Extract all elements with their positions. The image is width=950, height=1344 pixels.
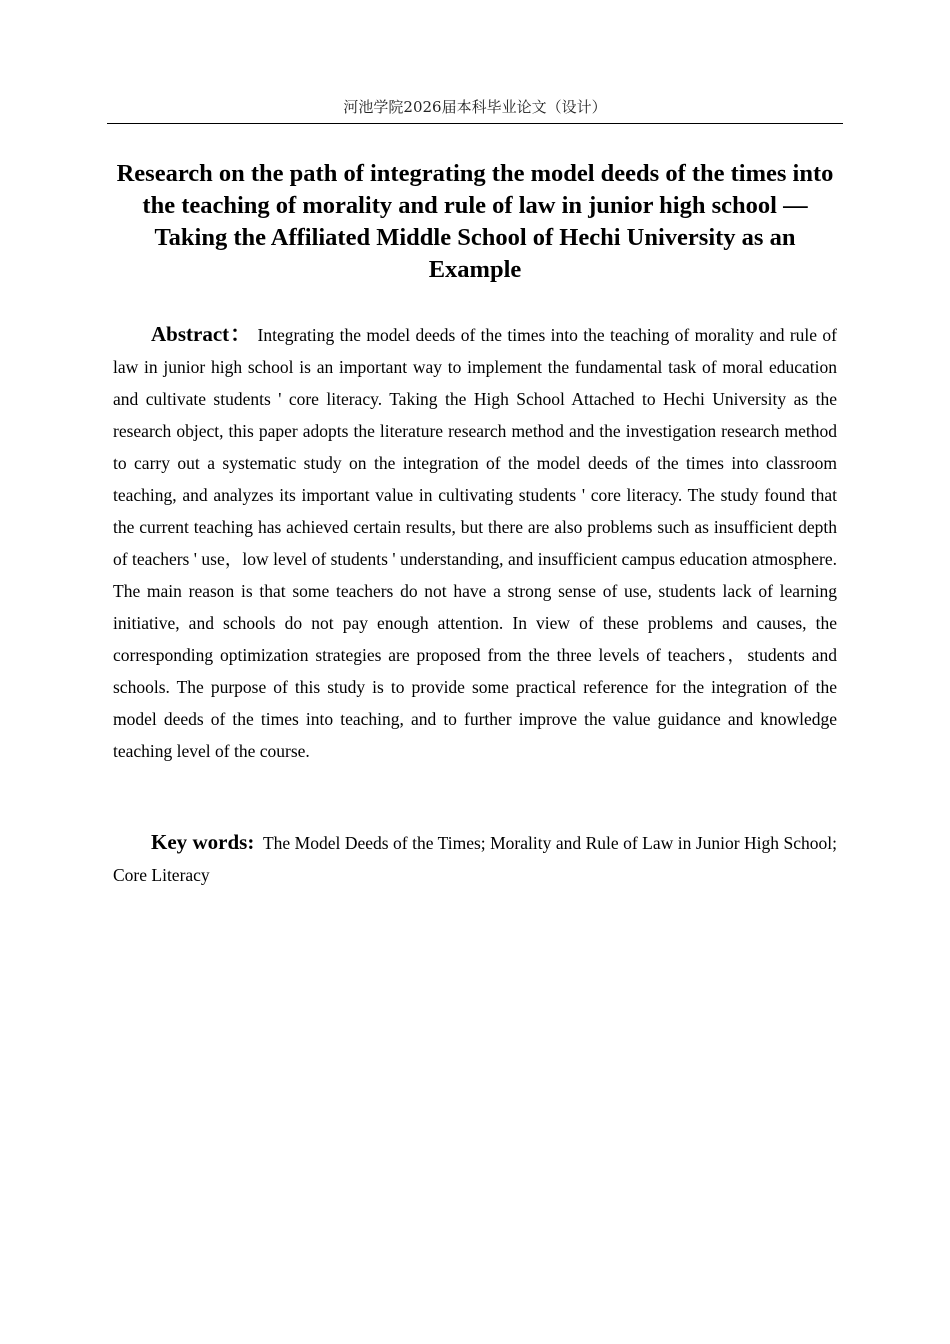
abstract-text: Integrating the model deeds of the times into the teaching of morality and rule of law in junior high school is an important way to implement the fundamental task of moral education and cultivate students ' core literacy. Taking the High School Attached to Hechi University as the research object, this paper adopts the literature research method and the investigation research method to carry out a systematic study on the integration of the model deeds of the times into classroom teaching, and analyzes its important value in cultivating students ' core literacy. The study found that the current teaching has achieved certain results, but there are also problems such as insufficient depth of teachers ' use，low level of students ' understanding, and insufficient campus education atmosphere. The main reason is that some teachers do not have a strong sense of use, students lack of learning initiative, and schools do not pay enough attention. In view of these problems and causes, the corresponding optimization strategies are proposed from the three levels of teachers，students and schools. The purpose of this study is to provide some practical reference for the integration of the model deeds of the times into teaching, and to further improve the value guidance and knowledge teaching level of the course. <box>113 325 837 761</box>
abstract-label: Abstract： <box>151 322 253 346</box>
keywords-text: The Model Deeds of the Times; Morality and Rule of Law in Junior High School; Core Literacy <box>113 833 837 885</box>
running-header: 河池学院2026届本科毕业论文（设计） <box>343 98 607 116</box>
keywords-paragraph <box>113 827 837 891</box>
abstract-paragraph <box>113 318 837 767</box>
paper-title: Research on the path of integrating the model deeds of the times into the teaching of morality and rule of law in junior high school —Taking the Affiliated Middle School of Hechi University as an Example <box>116 160 834 283</box>
keywords-label: Key words: <box>151 830 255 854</box>
header-divider <box>107 123 843 124</box>
